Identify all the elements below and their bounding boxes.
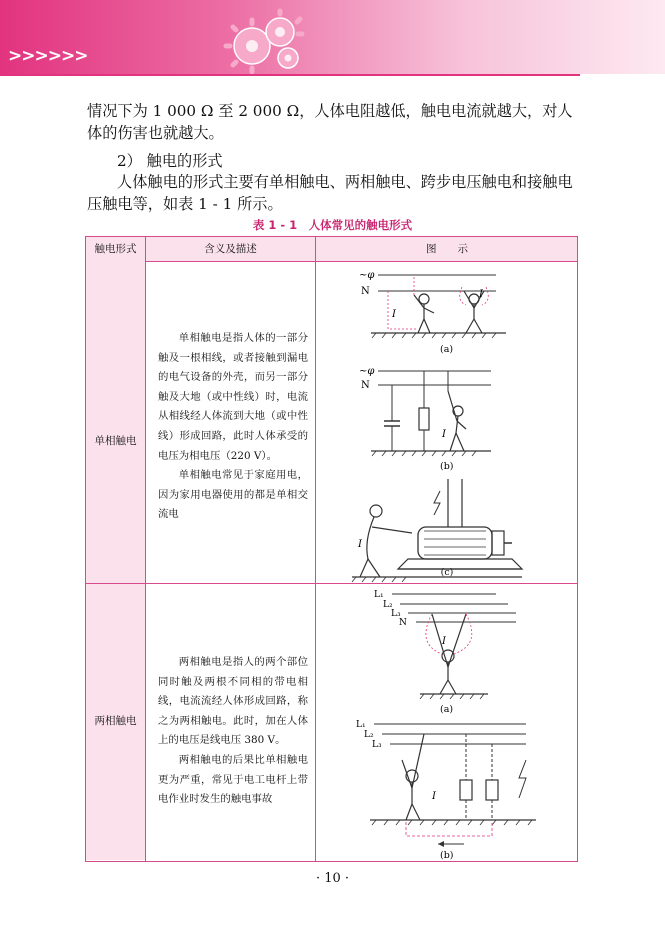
- type-label-single: 单相触电: [94, 435, 137, 447]
- label-2b-L1: L₁: [356, 720, 366, 730]
- shock-types-table: [85, 236, 578, 862]
- caption-single-b: (b): [440, 461, 454, 472]
- label-2a-L1: L₁: [374, 590, 384, 600]
- description-two-p2: 两相触电的后果比单相触电更为严重，常见于电工电杆上带电作业时发生的触电事故: [158, 753, 308, 806]
- header-figure: 图 示: [426, 243, 468, 255]
- header-type: 触电形式: [94, 243, 137, 255]
- label-2a-current: I: [442, 636, 446, 647]
- paragraph-forms: [87, 171, 579, 215]
- page-number: · 10 ·: [315, 871, 350, 886]
- figure-single-a: [359, 270, 506, 355]
- description-single: [158, 329, 308, 525]
- header-description: 含义及描述: [204, 243, 257, 255]
- label-2a-L2: L₂: [383, 600, 393, 610]
- label-a-current: I: [392, 309, 396, 320]
- paragraph-forms-text: 人体触电的形式主要有单相触电、两相触电、跨步电压触电和接触电压触电等，如表 1 - 1 所示。: [87, 173, 573, 213]
- label-b-neutral: N: [361, 380, 370, 391]
- description-two: [158, 653, 308, 810]
- label-2b-L2: L₂: [364, 730, 374, 740]
- label-2a-L3: L₃: [391, 609, 401, 619]
- paragraph-resistance: 情况下为 1 000 Ω 至 2 000 Ω，人体电阻越低，触电电流就越大，对人体的伤害也就越大。: [87, 102, 573, 142]
- figure-two-phase: [316, 584, 578, 860]
- table-caption: 表 1 - 1 人体常见的触电形式: [252, 218, 413, 232]
- section-heading: 2） 触电的形式: [117, 152, 223, 170]
- caption-two-b: (b): [440, 850, 454, 860]
- description-two-p1: 两相触电是指人的两个部位同时触及两根不同相的带电相线，电流流经人体形成回路，称之为两相触电。此时，加在人体上的电压是线电压 380 V。: [158, 656, 308, 747]
- type-label-two: 两相触电: [94, 715, 137, 727]
- description-single-p2: 单相触电常见于家庭用电，因为家用电器使用的都是单相交流电: [158, 469, 308, 521]
- description-single-p1: 单相触电是指人体的一部分触及一根相线，或者接触到漏电的电气设备的外壳，而另一部分触及大地（或中性线）时，电流从相线经人体流到大地（或中性线）形成回路，此时人体承受的电压为相电压（220 V）。: [158, 332, 308, 462]
- figure-two-b: [356, 720, 536, 860]
- label-2b-L3: L₃: [372, 740, 382, 750]
- label-2b-current: I: [432, 791, 436, 802]
- label-2a-N: N: [399, 618, 407, 628]
- column-divider-1: [145, 237, 146, 861]
- chevron-decoration: >>>>>>: [8, 46, 88, 66]
- type-cell-single: [86, 261, 145, 583]
- caption-single-c: (c): [440, 567, 454, 578]
- figure-single-phase: [316, 261, 578, 583]
- figure-two-a: [374, 590, 516, 715]
- caption-two-a: (a): [440, 704, 454, 715]
- label-a-current-2: I: [479, 289, 483, 300]
- label-b-phase: ~φ: [359, 366, 375, 377]
- figure-single-b: [359, 366, 491, 472]
- label-b-current: I: [442, 429, 446, 440]
- gears-icon: [222, 8, 312, 74]
- header-rule: [0, 74, 580, 76]
- label-a-neutral: N: [361, 286, 370, 297]
- caption-single-a: (a): [440, 344, 454, 355]
- label-c-current: I: [358, 539, 362, 550]
- header-band: [0, 0, 665, 74]
- label-a-phase: ~φ: [359, 270, 375, 281]
